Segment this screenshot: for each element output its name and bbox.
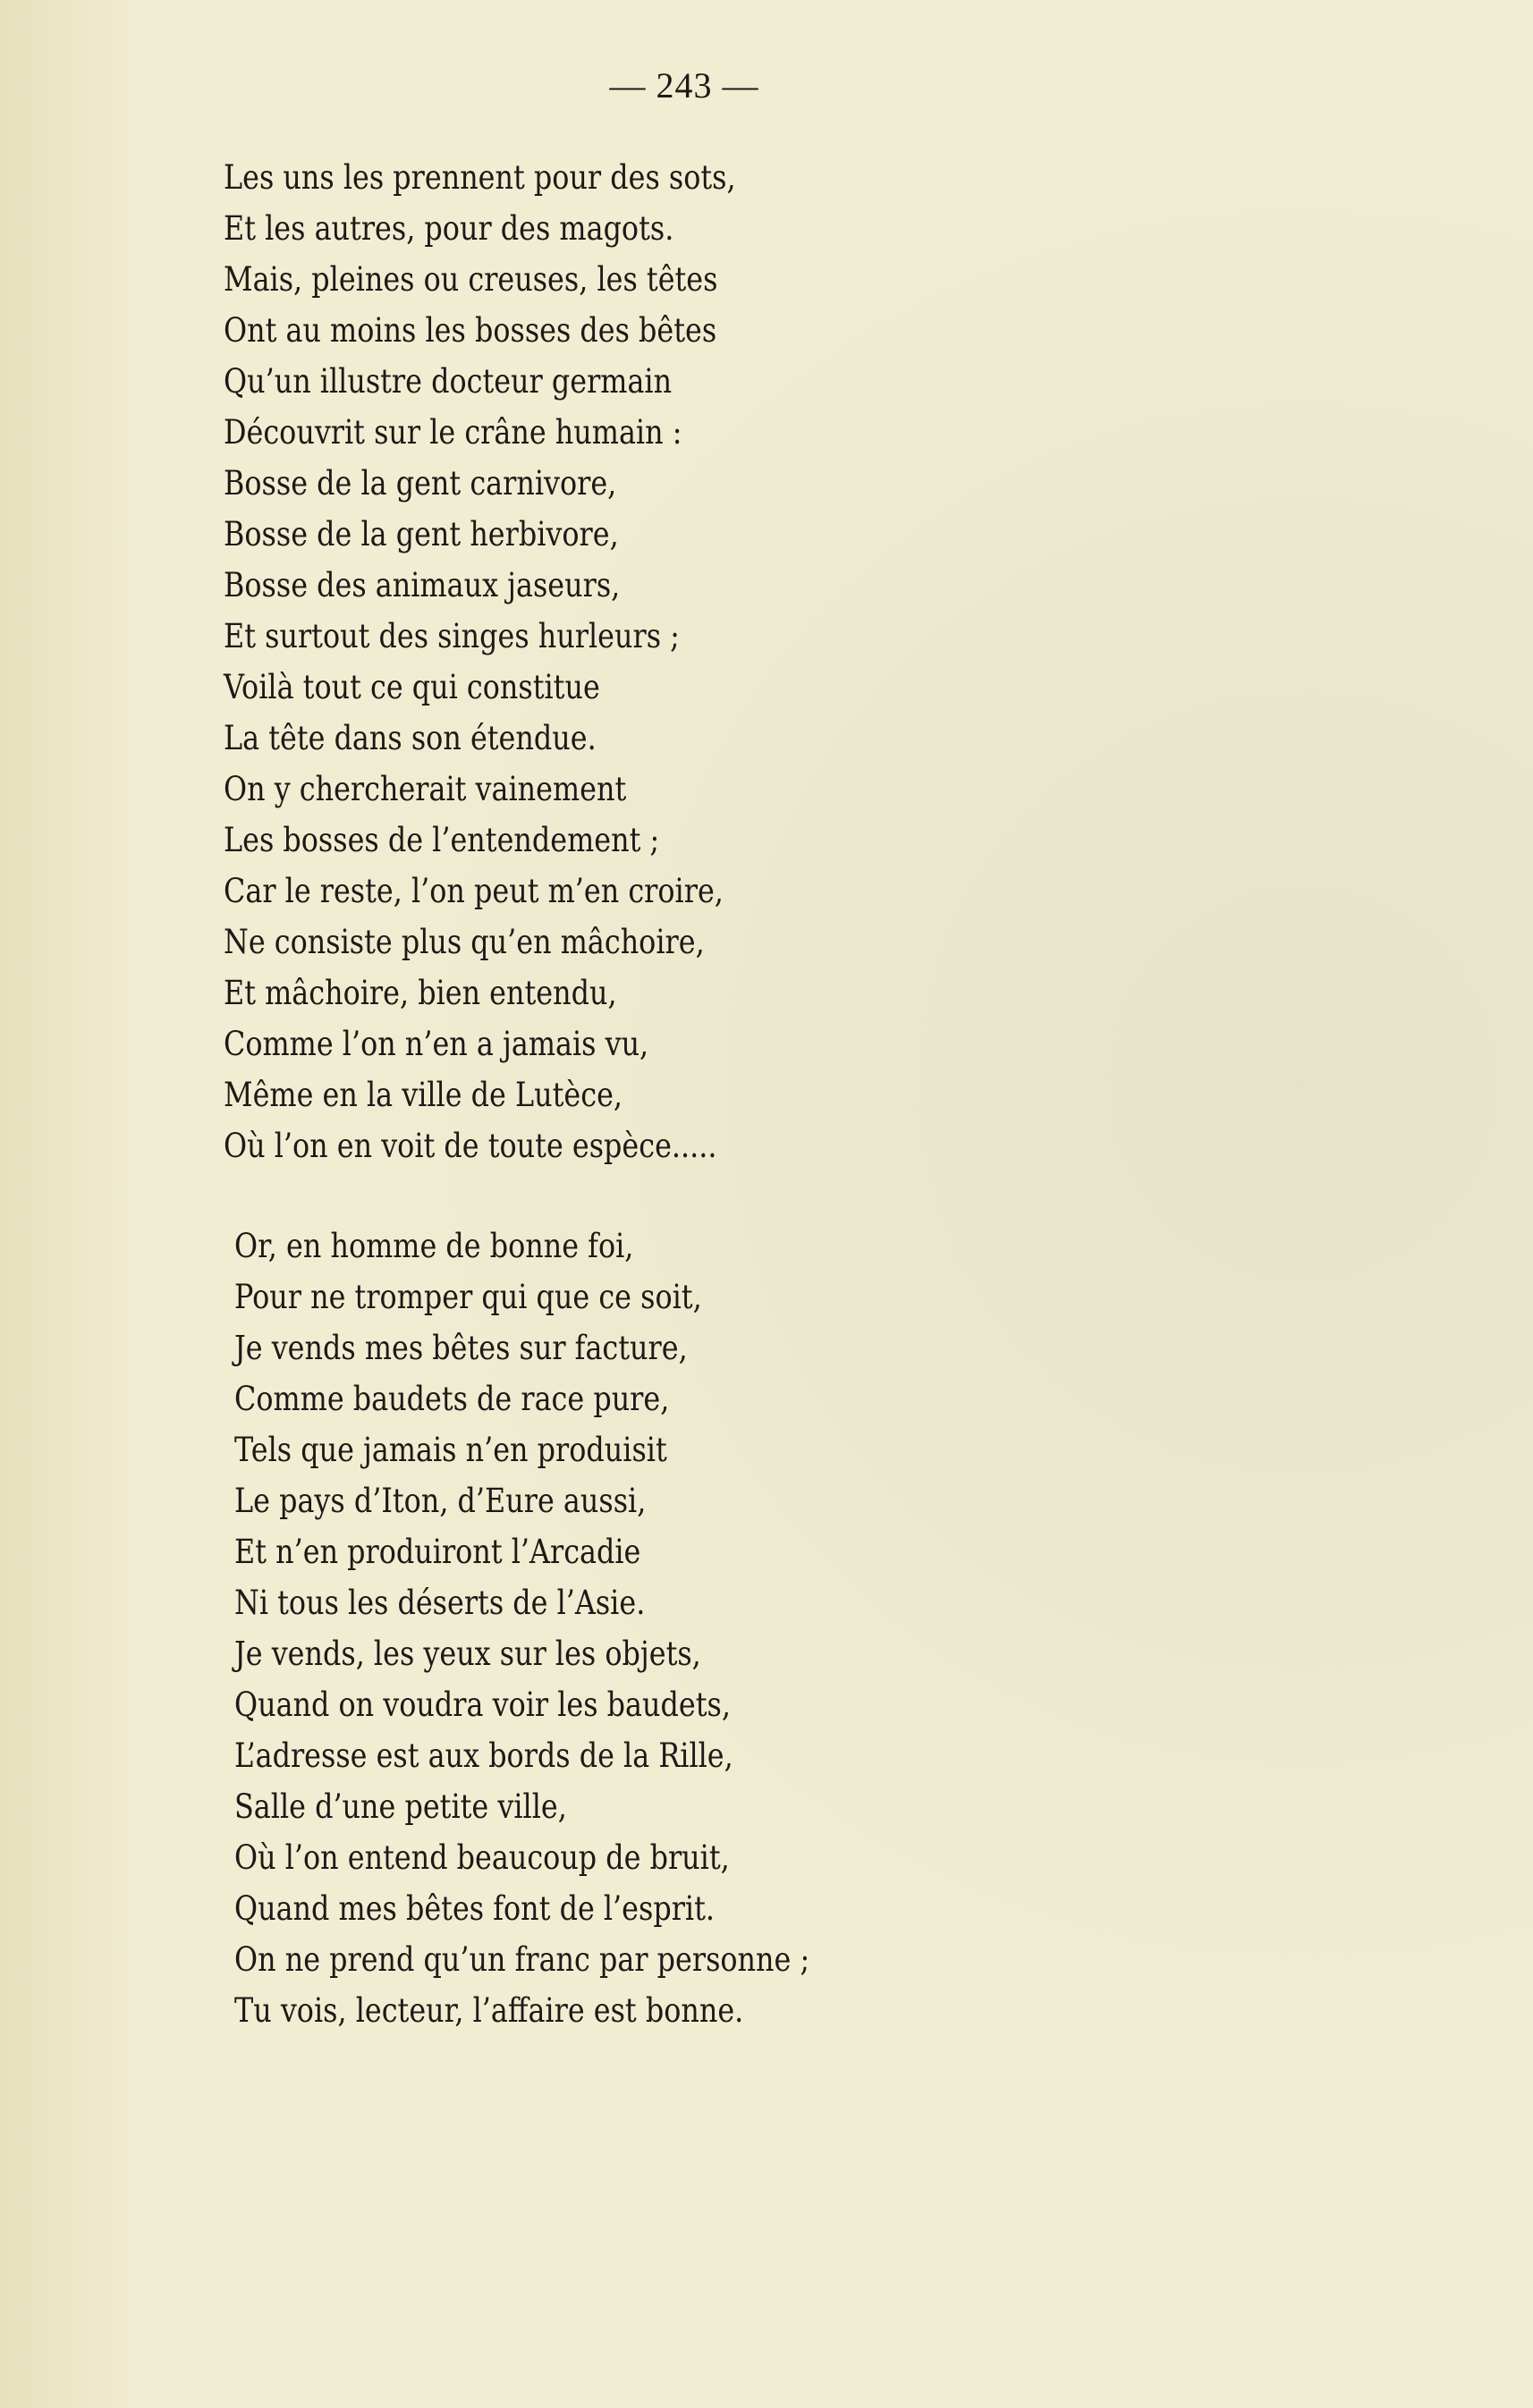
verse-line: Bosse des animaux jaseurs,: [224, 566, 621, 604]
poem-stanza-2: [234, 1221, 903, 2036]
verse-line: Bosse de la gent carnivore,: [224, 464, 617, 503]
verse-line: On y chercherait vainement: [224, 770, 627, 808]
verse-line: Mais, pleines ou creuses, les têtes: [224, 260, 718, 299]
verse-line: Les bosses de l’entendement ;: [224, 821, 660, 859]
verse-line: Car le reste, l’on peut m’en croire,: [224, 872, 724, 910]
verse-line: L’adresse est aux bords de la Rille,: [234, 1736, 733, 1775]
page-number: — 243 —: [609, 65, 759, 106]
verse-line: Découvrit sur le crâne humain :: [224, 413, 682, 452]
verse-line: Qu’un illustre docteur germain: [224, 362, 673, 401]
verse-line: Tu vois, lecteur, l’affaire est bonne.: [234, 1991, 744, 2030]
poem-stanza-1: [224, 152, 819, 1171]
verse-line: Et surtout des singes hurleurs ;: [224, 617, 680, 655]
verse-line: La tête dans son étendue.: [224, 719, 597, 757]
verse-line: Je vends mes bêtes sur facture,: [234, 1329, 688, 1367]
verse-line: Pour ne tromper qui que ce soit,: [234, 1278, 702, 1316]
verse-line: Comme baudets de race pure,: [234, 1380, 670, 1418]
verse-line: Je vends, les yeux sur les objets,: [234, 1635, 701, 1673]
verse-line: Quand on voudra voir les baudets,: [234, 1686, 731, 1724]
verse-line: Et n’en produiront l’Arcadie: [234, 1533, 641, 1571]
verse-line: Ni tous les déserts de l’Asie.: [234, 1584, 646, 1622]
verse-line: Où l’on entend beaucoup de bruit,: [234, 1838, 730, 1877]
verse-line: Or, en homme de bonne foi,: [234, 1227, 634, 1265]
verse-line: Bosse de la gent herbivore,: [224, 515, 619, 553]
verse-line: Où l’on en voit de toute espèce.....: [224, 1127, 717, 1165]
verse-line: Les uns les prennent pour des sots,: [224, 158, 736, 197]
verse-line: Quand mes bêtes font de l’esprit.: [234, 1889, 716, 1928]
verse-line: Même en la ville de Lutèce,: [224, 1076, 623, 1114]
verse-line: Voilà tout ce qui constitue: [224, 668, 600, 706]
verse-line: Comme l’on n’en a jamais vu,: [224, 1025, 649, 1063]
verse-line: Salle d’une petite ville,: [234, 1787, 567, 1826]
verse-line: Et mâchoire, bien entendu,: [224, 974, 617, 1012]
verse-line: Ont au moins les bosses des bêtes: [224, 311, 717, 350]
verse-line: Le pays d’Iton, d’Eure aussi,: [234, 1482, 647, 1520]
verse-line: Tels que jamais n’en produisit: [234, 1431, 667, 1469]
verse-line: Et les autres, pour des magots.: [224, 209, 674, 248]
verse-line: Ne consiste plus qu’en mâchoire,: [224, 923, 705, 961]
verse-line: On ne prend qu’un franc par personne ;: [234, 1940, 810, 1979]
